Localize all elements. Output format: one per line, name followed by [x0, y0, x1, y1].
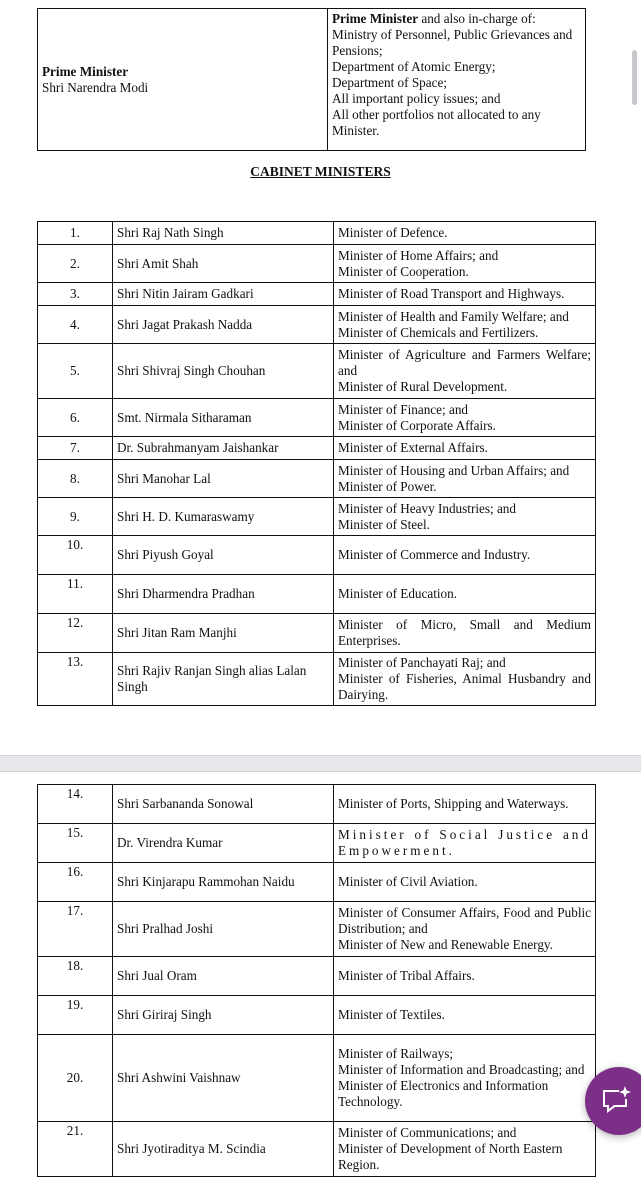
- minister-portfolio: Minister of Heavy Industries; and Minister of Steel.: [334, 498, 596, 536]
- section-heading: CABINET MINISTERS: [250, 164, 391, 179]
- table-row: [38, 1122, 596, 1177]
- minister-portfolio: Minister of Communications; and Minister of Development of North Eastern Region.: [334, 1122, 596, 1177]
- minister-name: Shri Raj Nath Singh: [113, 222, 334, 245]
- table-row: [38, 222, 596, 245]
- table-row: [38, 996, 596, 1035]
- minister-name: Shri Jyotiraditya M. Scindia: [113, 1122, 334, 1177]
- minister-portfolio: Minister of External Affairs.: [334, 437, 596, 460]
- minister-portfolio: Minister of Health and Family Welfare; and Minister of Chemicals and Fertilizers.: [334, 306, 596, 344]
- minister-portfolio: Minister of Defence.: [334, 222, 596, 245]
- minister-portfolio: Minister of Home Affairs; and Minister of Cooperation.: [334, 245, 596, 283]
- minister-name: Shri H. D. Kumaraswamy: [113, 498, 334, 536]
- scrollbar-thumb[interactable]: [629, 50, 641, 105]
- minister-name: Shri Sarbananda Sonowal: [113, 785, 334, 824]
- row-number: 16.: [38, 863, 113, 902]
- minister-name: Shri Giriraj Singh: [113, 996, 334, 1035]
- prime-minister-table: [37, 8, 586, 151]
- minister-portfolio: Minister of Consumer Affairs, Food and Public Distribution; and Minister of New and Renewable Energy.: [334, 902, 596, 957]
- table-row: [38, 614, 596, 653]
- minister-portfolio: Minister of Railways; Minister of Information and Broadcasting; and Minister of Electronics and Information Technology.: [334, 1035, 596, 1122]
- ai-chat-sparkle-icon: [599, 1085, 633, 1115]
- portfolio-line: Department of Space;: [332, 75, 447, 90]
- minister-portfolio: Minister of Panchayati Raj; and Minister of Fisheries, Animal Husbandry and Dairying.: [334, 653, 596, 706]
- table-row: [38, 245, 596, 283]
- minister-name: Dr. Virendra Kumar: [113, 824, 334, 863]
- row-number: 5.: [38, 344, 113, 399]
- minister-portfolio: Minister of Road Transport and Highways.: [334, 283, 596, 306]
- minister-name: Shri Amit Shah: [113, 245, 334, 283]
- minister-portfolio: Minister of Finance; and Minister of Corporate Affairs.: [334, 399, 596, 437]
- row-number: 11.: [38, 575, 113, 614]
- row-number: 9.: [38, 498, 113, 536]
- minister-name: Shri Jual Oram: [113, 957, 334, 996]
- portfolio-head: Prime Minister: [332, 11, 419, 26]
- minister-name: Shri Pralhad Joshi: [113, 902, 334, 957]
- minister-name: Shri Shivraj Singh Chouhan: [113, 344, 334, 399]
- table-row: [38, 785, 596, 824]
- minister-name: Shri Kinjarapu Rammohan Naidu: [113, 863, 334, 902]
- minister-portfolio: Minister of Textiles.: [334, 996, 596, 1035]
- minister-name: Shri Dharmendra Pradhan: [113, 575, 334, 614]
- row-number: 13.: [38, 653, 113, 706]
- table-row: [38, 957, 596, 996]
- table-row: [38, 460, 596, 498]
- minister-portfolio: Minister of Social Justice and Empowerment.: [334, 824, 596, 863]
- minister-name: Shri Ashwini Vaishnaw: [113, 1035, 334, 1122]
- minister-name: Shri Nitin Jairam Gadkari: [113, 283, 334, 306]
- minister-portfolio: Minister of Education.: [334, 575, 596, 614]
- row-number: 12.: [38, 614, 113, 653]
- row-number: 10.: [38, 536, 113, 575]
- row-number: 18.: [38, 957, 113, 996]
- row-number: 7.: [38, 437, 113, 460]
- row-number: 19.: [38, 996, 113, 1035]
- table-row: [38, 283, 596, 306]
- row-number: 15.: [38, 824, 113, 863]
- row-number: 20.: [38, 1035, 113, 1122]
- minister-name: Shri Rajiv Ranjan Singh alias Lalan Singh: [113, 653, 334, 706]
- row-number: 6.: [38, 399, 113, 437]
- row-number: 14.: [38, 785, 113, 824]
- table-row: [38, 575, 596, 614]
- table-row: [38, 399, 596, 437]
- prime-minister-portfolio-cell: [328, 9, 586, 151]
- minister-name: Shri Manohar Lal: [113, 460, 334, 498]
- document-page-2: [0, 772, 641, 1200]
- cabinet-table-page-2: [37, 784, 596, 1177]
- minister-portfolio: Minister of Commerce and Industry.: [334, 536, 596, 575]
- table-row: [38, 498, 596, 536]
- minister-portfolio: Minister of Ports, Shipping and Waterways.: [334, 785, 596, 824]
- table-row: [38, 437, 596, 460]
- portfolio-intro: and also in-charge of:: [418, 11, 536, 26]
- minister-portfolio: Minister of Tribal Affairs.: [334, 957, 596, 996]
- minister-name: Smt. Nirmala Sitharaman: [113, 399, 334, 437]
- portfolio-line: Department of Atomic Energy;: [332, 59, 496, 74]
- portfolio-line: All important policy issues; and: [332, 91, 501, 106]
- table-row: [38, 902, 596, 957]
- minister-portfolio: Minister of Civil Aviation.: [334, 863, 596, 902]
- cabinet-table-page-1: [37, 221, 596, 706]
- table-row: [38, 536, 596, 575]
- row-number: 4.: [38, 306, 113, 344]
- row-number: 21.: [38, 1122, 113, 1177]
- row-number: 8.: [38, 460, 113, 498]
- prime-minister-title: Prime Minister: [42, 63, 129, 79]
- table-row: [38, 653, 596, 706]
- row-number: 3.: [38, 283, 113, 306]
- minister-name: Dr. Subrahmanyam Jaishankar: [113, 437, 334, 460]
- table-row: [38, 863, 596, 902]
- portfolio-line: Ministry of Personnel, Public Grievances and Pensions;: [332, 27, 573, 58]
- prime-minister-name-cell: [38, 9, 328, 151]
- table-row: [38, 306, 596, 344]
- minister-name: Shri Piyush Goyal: [113, 536, 334, 575]
- table-row: [38, 1035, 596, 1122]
- row-number: 2.: [38, 245, 113, 283]
- row-number: 1.: [38, 222, 113, 245]
- minister-name: Shri Jagat Prakash Nadda: [113, 306, 334, 344]
- table-row: [38, 824, 596, 863]
- minister-portfolio: Minister of Housing and Urban Affairs; and Minister of Power.: [334, 460, 596, 498]
- prime-minister-row: [38, 9, 586, 151]
- prime-minister-name: Shri Narendra Modi: [42, 79, 149, 95]
- minister-name: Shri Jitan Ram Manjhi: [113, 614, 334, 653]
- portfolio-line: All other portfolios not allocated to any Minister.: [332, 107, 541, 138]
- minister-portfolio: Minister of Micro, Small and Medium Enterprises.: [334, 614, 596, 653]
- row-number: 17.: [38, 902, 113, 957]
- table-row: [38, 344, 596, 399]
- minister-portfolio: Minister of Agriculture and Farmers Welfare; and Minister of Rural Development.: [334, 344, 596, 399]
- page-separator: [0, 755, 641, 772]
